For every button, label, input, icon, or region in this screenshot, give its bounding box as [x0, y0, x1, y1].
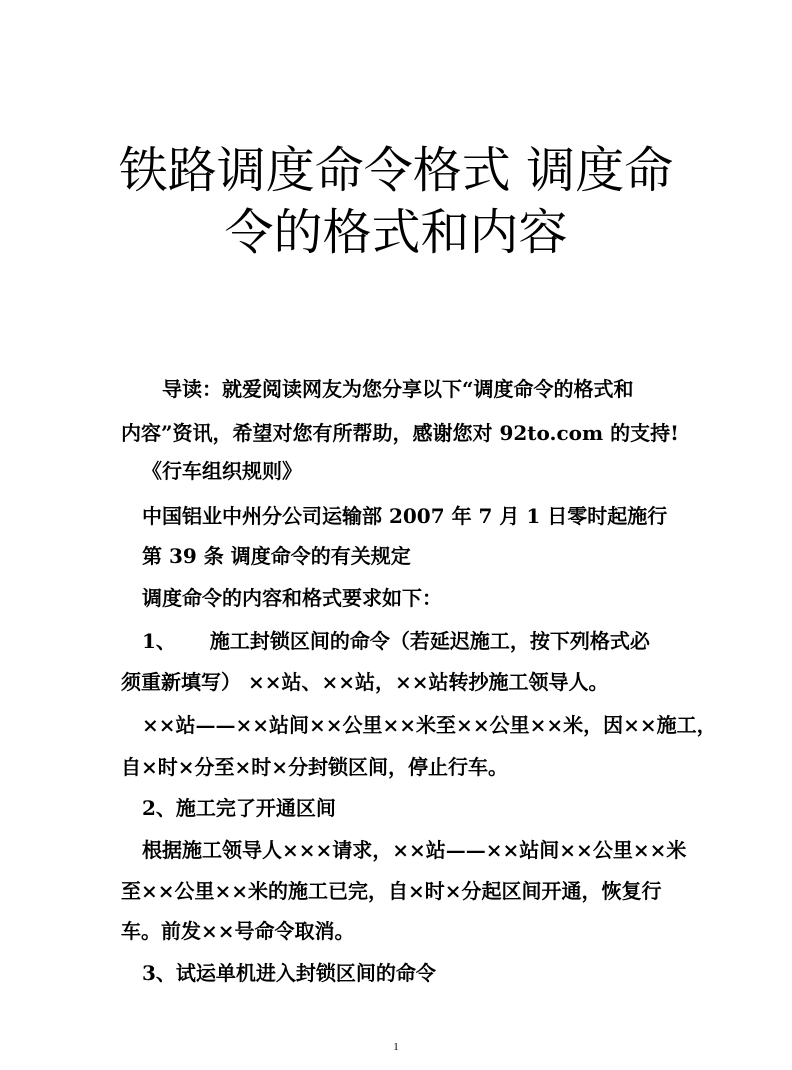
issuer-line: 中国铝业中州分公司运输部 2007 年 7 月 1 日零时起施行 [142, 504, 668, 528]
item-1-text: 施工封锁区间的命令（若延迟施工，按下列格式必 [209, 629, 650, 653]
item-2-line-1: 根据施工领导人×××请求，××站——××站间××公里××米 [142, 838, 687, 862]
item-1-line-2: 须重新填写） ××站、××站，××站转抄施工领导人。 [121, 670, 609, 694]
book-title: 《行车组织规则》 [142, 459, 302, 483]
item-3-heading: 3、试运单机进入封锁区间的命令 [142, 961, 436, 985]
document-title-line-1: 铁路调度命令格式 调度命 [118, 142, 674, 199]
item-1-line-1 [142, 628, 650, 654]
item-1-line-4: 自×时×分至×时×分封锁区间，停止行车。 [121, 755, 509, 779]
item-2-line-2: 至××公里××米的施工已完，自×时×分起区间开通，恢复行 [121, 879, 662, 903]
item-2-heading: 2、施工完了开通区间 [142, 796, 336, 820]
page-number: 1 [393, 1041, 399, 1053]
intro-line-2: 内容”资讯，希望对您有所帮助，感谢您对 92to.com 的支持! [121, 421, 679, 445]
item-2-line-3: 车。前发××号命令取消。 [121, 919, 355, 943]
item-1-line-3: ××站——××站间××公里××米至××公里××米，因××施工， [142, 713, 717, 737]
article-line: 第 39 条 调度命令的有关规定 [142, 544, 411, 568]
document-title-line-2: 令的格式和内容 [224, 204, 568, 261]
requirement-line: 调度命令的内容和格式要求如下： [142, 586, 442, 610]
intro-line-1: 导读：就爱阅读网友为您分享以下“调度命令的格式和 [162, 377, 634, 401]
item-1-number: 1、 [142, 629, 176, 653]
